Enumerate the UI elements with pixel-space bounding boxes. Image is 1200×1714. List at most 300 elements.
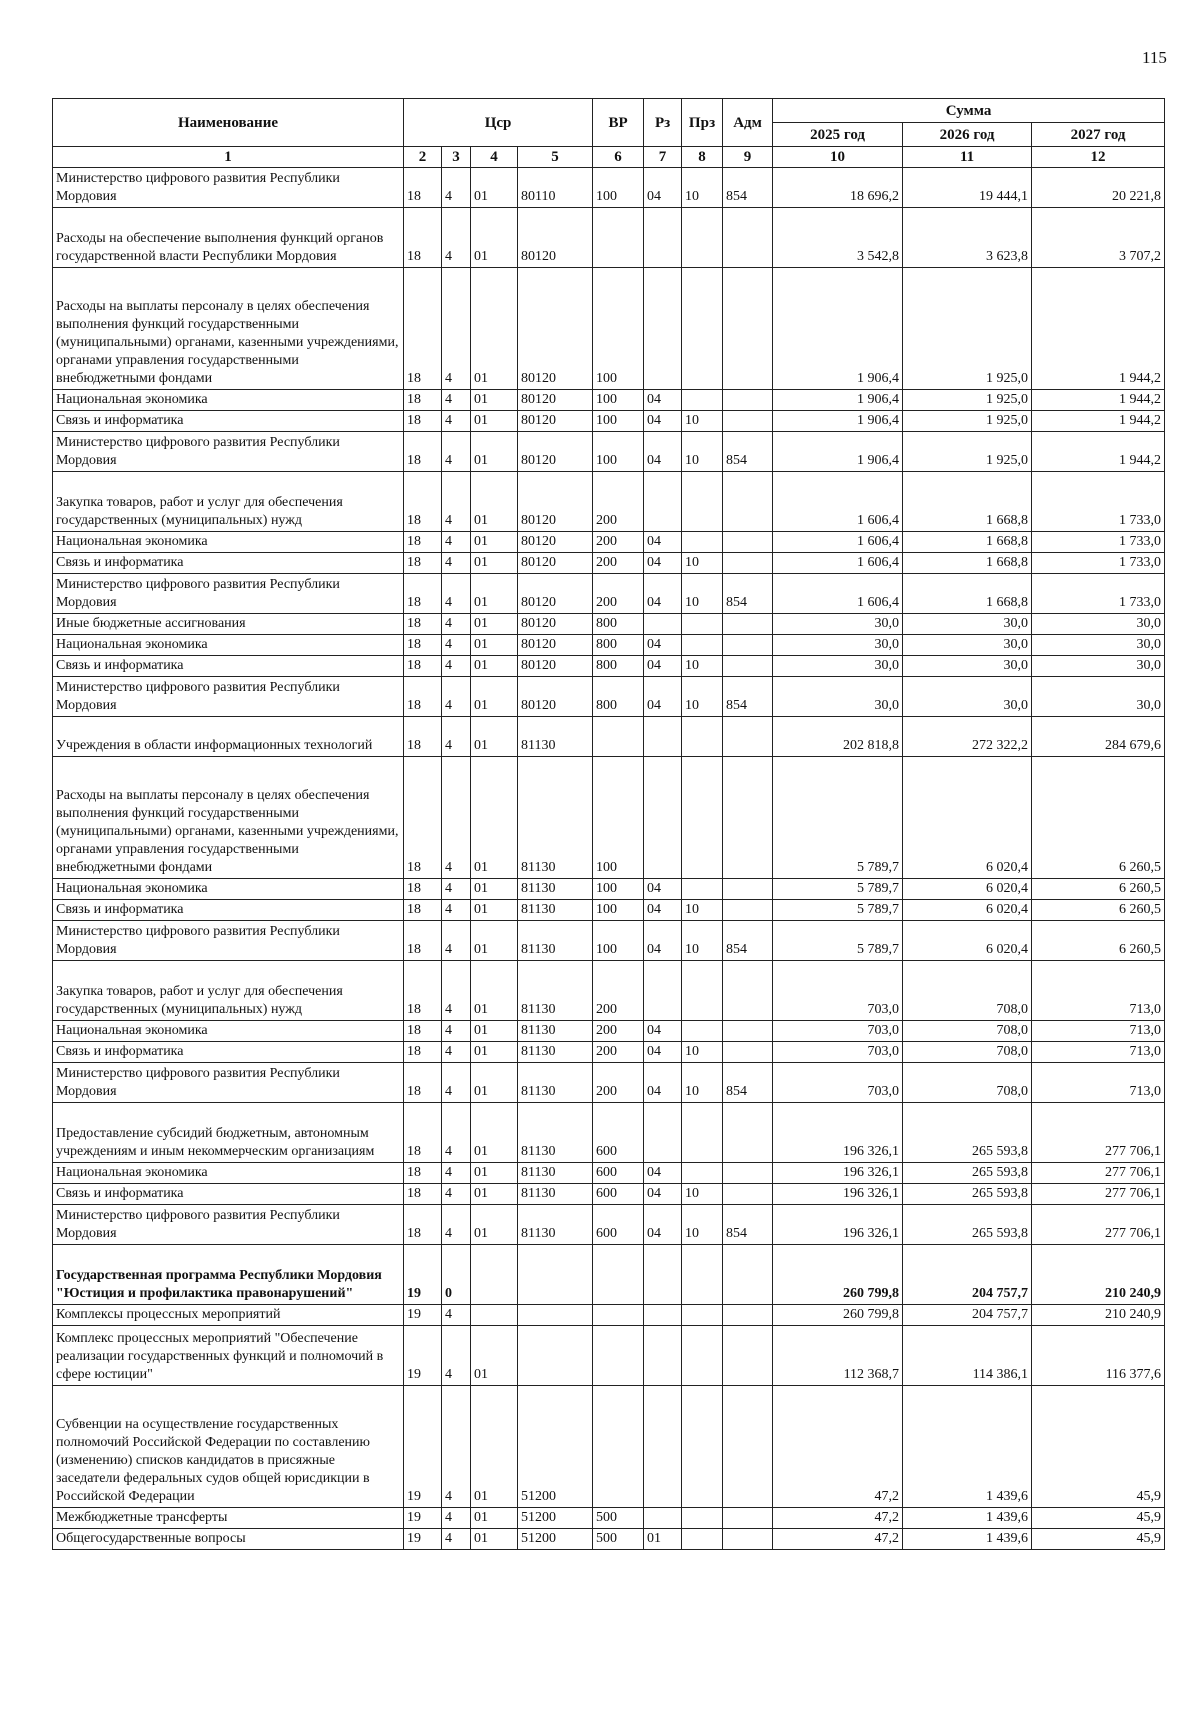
csr-part-2: 4 <box>442 900 471 921</box>
amount-2027: 1 944,2 <box>1032 411 1165 432</box>
header-sum: Сумма <box>773 99 1165 123</box>
vr-code <box>593 1245 644 1305</box>
csr-part-2: 4 <box>442 1205 471 1245</box>
vr-code <box>593 717 644 757</box>
amount-2027: 30,0 <box>1032 635 1165 656</box>
csr-part-2: 4 <box>442 1103 471 1163</box>
amount-2025: 1 606,4 <box>773 532 903 553</box>
col-number: 9 <box>723 147 773 168</box>
amount-2026: 1 668,8 <box>903 553 1032 574</box>
csr-part-3: 01 <box>471 553 518 574</box>
csr-part-2: 0 <box>442 1245 471 1305</box>
csr-part-1: 18 <box>404 961 442 1021</box>
adm-code <box>723 472 773 532</box>
amount-2025: 1 606,4 <box>773 553 903 574</box>
amount-2026: 1 439,6 <box>903 1529 1032 1550</box>
rz-code <box>644 757 682 879</box>
amount-2027: 6 260,5 <box>1032 879 1165 900</box>
prz-code <box>682 1529 723 1550</box>
adm-code <box>723 1386 773 1508</box>
rz-code <box>644 268 682 390</box>
column-numbers-row <box>53 147 1165 168</box>
amount-2025: 47,2 <box>773 1508 903 1529</box>
vr-code: 200 <box>593 553 644 574</box>
csr-part-2: 4 <box>442 1163 471 1184</box>
header-csr: Цср <box>404 99 593 147</box>
vr-code <box>593 1305 644 1326</box>
csr-part-3: 01 <box>471 168 518 208</box>
csr-part-4: 80120 <box>518 677 593 717</box>
vr-code: 200 <box>593 1042 644 1063</box>
prz-code: 10 <box>682 677 723 717</box>
table-row <box>53 168 1165 208</box>
table-row <box>53 900 1165 921</box>
csr-part-2: 4 <box>442 432 471 472</box>
csr-part-3: 01 <box>471 1326 518 1386</box>
table-row <box>53 1529 1165 1550</box>
row-name: Министерство цифрового развития Республики Мордовия <box>53 1063 404 1103</box>
row-name: Министерство цифрового развития Республики Мордовия <box>53 921 404 961</box>
rz-code: 04 <box>644 574 682 614</box>
csr-part-3: 01 <box>471 677 518 717</box>
csr-part-3: 01 <box>471 472 518 532</box>
csr-part-4: 80120 <box>518 656 593 677</box>
table-row <box>53 1184 1165 1205</box>
rz-code: 04 <box>644 635 682 656</box>
csr-part-1: 18 <box>404 900 442 921</box>
prz-code: 10 <box>682 1184 723 1205</box>
csr-part-4: 80120 <box>518 411 593 432</box>
table-row <box>53 879 1165 900</box>
amount-2025: 196 326,1 <box>773 1205 903 1245</box>
amount-2025: 202 818,8 <box>773 717 903 757</box>
csr-part-1: 18 <box>404 635 442 656</box>
amount-2026: 1 439,6 <box>903 1386 1032 1508</box>
row-name: Связь и информатика <box>53 553 404 574</box>
csr-part-3: 01 <box>471 390 518 411</box>
csr-part-1: 18 <box>404 574 442 614</box>
adm-code <box>723 900 773 921</box>
amount-2026: 265 593,8 <box>903 1103 1032 1163</box>
amount-2025: 3 542,8 <box>773 208 903 268</box>
col-number: 8 <box>682 147 723 168</box>
amount-2027: 1 944,2 <box>1032 432 1165 472</box>
csr-part-4: 51200 <box>518 1508 593 1529</box>
table-row <box>53 1326 1165 1386</box>
prz-code <box>682 635 723 656</box>
amount-2026: 1 668,8 <box>903 472 1032 532</box>
prz-code <box>682 390 723 411</box>
col-number: 4 <box>471 147 518 168</box>
csr-part-2: 4 <box>442 1021 471 1042</box>
vr-code: 200 <box>593 574 644 614</box>
csr-part-1: 18 <box>404 1103 442 1163</box>
row-name: Национальная экономика <box>53 390 404 411</box>
amount-2027: 3 707,2 <box>1032 208 1165 268</box>
row-name: Учреждения в области информационных технологий <box>53 717 404 757</box>
csr-part-1: 18 <box>404 656 442 677</box>
amount-2025: 703,0 <box>773 1063 903 1103</box>
csr-part-2: 4 <box>442 1305 471 1326</box>
table-row <box>53 614 1165 635</box>
rz-code <box>644 717 682 757</box>
row-name: Расходы на выплаты персоналу в целях обеспечения выполнения функций государственными (муниципальными) органами, казенными учреждениями, органами управления государственными внебюджетными фондами <box>53 268 404 390</box>
amount-2026: 6 020,4 <box>903 879 1032 900</box>
amount-2027: 713,0 <box>1032 961 1165 1021</box>
amount-2025: 5 789,7 <box>773 921 903 961</box>
amount-2027: 210 240,9 <box>1032 1245 1165 1305</box>
prz-code <box>682 268 723 390</box>
amount-2027: 45,9 <box>1032 1508 1165 1529</box>
prz-code: 10 <box>682 411 723 432</box>
table-row <box>53 656 1165 677</box>
amount-2026: 6 020,4 <box>903 757 1032 879</box>
adm-code <box>723 1184 773 1205</box>
rz-code <box>644 1508 682 1529</box>
csr-part-4: 81130 <box>518 879 593 900</box>
vr-code: 100 <box>593 432 644 472</box>
row-name: Связь и информатика <box>53 900 404 921</box>
csr-part-4: 80110 <box>518 168 593 208</box>
vr-code: 500 <box>593 1508 644 1529</box>
table-row <box>53 574 1165 614</box>
csr-part-3: 01 <box>471 411 518 432</box>
amount-2025: 1 606,4 <box>773 472 903 532</box>
prz-code: 10 <box>682 553 723 574</box>
csr-part-3: 01 <box>471 1042 518 1063</box>
rz-code: 04 <box>644 656 682 677</box>
adm-code <box>723 1021 773 1042</box>
table-row <box>53 208 1165 268</box>
amount-2025: 703,0 <box>773 1021 903 1042</box>
csr-part-4: 80120 <box>518 532 593 553</box>
amount-2026: 30,0 <box>903 656 1032 677</box>
rz-code: 04 <box>644 879 682 900</box>
csr-part-3: 01 <box>471 879 518 900</box>
amount-2027: 277 706,1 <box>1032 1163 1165 1184</box>
adm-code <box>723 717 773 757</box>
table-row <box>53 390 1165 411</box>
csr-part-2: 4 <box>442 268 471 390</box>
row-name: Комплексы процессных мероприятий <box>53 1305 404 1326</box>
rz-code <box>644 472 682 532</box>
amount-2027: 1 733,0 <box>1032 574 1165 614</box>
adm-code <box>723 1042 773 1063</box>
csr-part-1: 18 <box>404 879 442 900</box>
row-name: Закупка товаров, работ и услуг для обеспечения государственных (муниципальных) нужд <box>53 472 404 532</box>
budget-table <box>52 98 1165 1550</box>
csr-part-1: 19 <box>404 1386 442 1508</box>
adm-code: 854 <box>723 432 773 472</box>
csr-part-4: 51200 <box>518 1386 593 1508</box>
rz-code <box>644 1103 682 1163</box>
csr-part-4: 80120 <box>518 472 593 532</box>
rz-code: 04 <box>644 1063 682 1103</box>
csr-part-4: 81130 <box>518 1103 593 1163</box>
col-number: 5 <box>518 147 593 168</box>
rz-code: 04 <box>644 532 682 553</box>
table-row <box>53 921 1165 961</box>
table-body <box>53 168 1165 1550</box>
vr-code <box>593 208 644 268</box>
amount-2027: 45,9 <box>1032 1386 1165 1508</box>
prz-code: 10 <box>682 900 723 921</box>
vr-code: 600 <box>593 1184 644 1205</box>
amount-2027: 284 679,6 <box>1032 717 1165 757</box>
prz-code: 10 <box>682 1042 723 1063</box>
row-name: Национальная экономика <box>53 635 404 656</box>
csr-part-3 <box>471 1245 518 1305</box>
amount-2026: 30,0 <box>903 635 1032 656</box>
csr-part-4: 81130 <box>518 961 593 1021</box>
adm-code <box>723 532 773 553</box>
vr-code: 200 <box>593 472 644 532</box>
csr-part-1: 18 <box>404 208 442 268</box>
amount-2026: 265 593,8 <box>903 1184 1032 1205</box>
amount-2027: 1 733,0 <box>1032 472 1165 532</box>
csr-part-2: 4 <box>442 961 471 1021</box>
amount-2025: 1 906,4 <box>773 390 903 411</box>
amount-2025: 5 789,7 <box>773 757 903 879</box>
vr-code: 600 <box>593 1205 644 1245</box>
amount-2027: 713,0 <box>1032 1063 1165 1103</box>
csr-part-1: 18 <box>404 472 442 532</box>
row-name: Национальная экономика <box>53 1021 404 1042</box>
adm-code <box>723 390 773 411</box>
adm-code <box>723 1163 773 1184</box>
rz-code <box>644 614 682 635</box>
prz-code: 10 <box>682 432 723 472</box>
rz-code <box>644 1326 682 1386</box>
table-row <box>53 432 1165 472</box>
csr-part-2: 4 <box>442 574 471 614</box>
vr-code: 500 <box>593 1529 644 1550</box>
amount-2026: 708,0 <box>903 1042 1032 1063</box>
vr-code: 800 <box>593 614 644 635</box>
prz-code <box>682 1305 723 1326</box>
prz-code: 10 <box>682 1205 723 1245</box>
row-name: Субвенции на осуществление государственных полномочий Российской Федерации по составлению (изменению) списков кандидатов в присяжные заседатели федеральных судов общей юрисдикции в Российской Федерации <box>53 1386 404 1508</box>
rz-code: 04 <box>644 553 682 574</box>
csr-part-1: 18 <box>404 1042 442 1063</box>
table-row <box>53 1042 1165 1063</box>
col-number: 12 <box>1032 147 1165 168</box>
adm-code <box>723 1326 773 1386</box>
vr-code: 100 <box>593 921 644 961</box>
vr-code: 800 <box>593 677 644 717</box>
col-number: 3 <box>442 147 471 168</box>
amount-2027: 6 260,5 <box>1032 757 1165 879</box>
csr-part-2: 4 <box>442 1326 471 1386</box>
amount-2027: 277 706,1 <box>1032 1103 1165 1163</box>
amount-2025: 196 326,1 <box>773 1163 903 1184</box>
amount-2027: 30,0 <box>1032 614 1165 635</box>
csr-part-4: 81130 <box>518 757 593 879</box>
csr-part-1: 18 <box>404 614 442 635</box>
csr-part-3: 01 <box>471 717 518 757</box>
table-row <box>53 268 1165 390</box>
table-row <box>53 411 1165 432</box>
amount-2026: 3 623,8 <box>903 208 1032 268</box>
csr-part-1: 18 <box>404 677 442 717</box>
amount-2026: 1 439,6 <box>903 1508 1032 1529</box>
amount-2025: 112 368,7 <box>773 1326 903 1386</box>
csr-part-3: 01 <box>471 1529 518 1550</box>
prz-code <box>682 1508 723 1529</box>
vr-code: 800 <box>593 656 644 677</box>
csr-part-4: 81130 <box>518 1205 593 1245</box>
csr-part-4: 80120 <box>518 574 593 614</box>
prz-code: 10 <box>682 574 723 614</box>
row-name: Национальная экономика <box>53 1163 404 1184</box>
amount-2025: 5 789,7 <box>773 900 903 921</box>
csr-part-1: 18 <box>404 1021 442 1042</box>
table-row <box>53 1205 1165 1245</box>
adm-code <box>723 614 773 635</box>
amount-2027: 45,9 <box>1032 1529 1165 1550</box>
table-row <box>53 1386 1165 1508</box>
amount-2027: 1 944,2 <box>1032 390 1165 411</box>
amount-2027: 116 377,6 <box>1032 1326 1165 1386</box>
csr-part-1: 18 <box>404 1205 442 1245</box>
prz-code <box>682 1103 723 1163</box>
table-row <box>53 717 1165 757</box>
prz-code <box>682 1245 723 1305</box>
csr-part-3: 01 <box>471 532 518 553</box>
csr-part-4: 81130 <box>518 921 593 961</box>
adm-code <box>723 1245 773 1305</box>
csr-part-1: 18 <box>404 553 442 574</box>
csr-part-2: 4 <box>442 717 471 757</box>
amount-2025: 5 789,7 <box>773 879 903 900</box>
amount-2025: 1 906,4 <box>773 411 903 432</box>
csr-part-3: 01 <box>471 1184 518 1205</box>
vr-code: 200 <box>593 532 644 553</box>
csr-part-3: 01 <box>471 1386 518 1508</box>
csr-part-1: 19 <box>404 1508 442 1529</box>
col-number: 11 <box>903 147 1032 168</box>
amount-2026: 1 668,8 <box>903 574 1032 614</box>
col-number: 2 <box>404 147 442 168</box>
row-name: Национальная экономика <box>53 879 404 900</box>
csr-part-4: 80120 <box>518 635 593 656</box>
vr-code: 200 <box>593 961 644 1021</box>
amount-2027: 713,0 <box>1032 1042 1165 1063</box>
header-year-2025: 2025 год <box>773 123 903 147</box>
row-name: Расходы на обеспечение выполнения функций органов государственной власти Республики Мордовия <box>53 208 404 268</box>
amount-2025: 47,2 <box>773 1386 903 1508</box>
header-year-2026: 2026 год <box>903 123 1032 147</box>
rz-code: 04 <box>644 1205 682 1245</box>
prz-code <box>682 1326 723 1386</box>
rz-code: 04 <box>644 390 682 411</box>
csr-part-3: 01 <box>471 1063 518 1103</box>
csr-part-2: 4 <box>442 1042 471 1063</box>
vr-code: 100 <box>593 757 644 879</box>
amount-2025: 1 906,4 <box>773 268 903 390</box>
header-rz: Рз <box>644 99 682 147</box>
csr-part-1: 18 <box>404 432 442 472</box>
prz-code: 10 <box>682 168 723 208</box>
prz-code <box>682 961 723 1021</box>
rz-code: 04 <box>644 900 682 921</box>
amount-2026: 1 668,8 <box>903 532 1032 553</box>
amount-2026: 19 444,1 <box>903 168 1032 208</box>
csr-part-3: 01 <box>471 635 518 656</box>
adm-code <box>723 757 773 879</box>
prz-code: 10 <box>682 1063 723 1103</box>
csr-part-2: 4 <box>442 1184 471 1205</box>
csr-part-1: 18 <box>404 717 442 757</box>
adm-code <box>723 1305 773 1326</box>
csr-part-2: 4 <box>442 390 471 411</box>
vr-code: 600 <box>593 1103 644 1163</box>
vr-code: 600 <box>593 1163 644 1184</box>
csr-part-1: 18 <box>404 390 442 411</box>
row-name: Общегосударственные вопросы <box>53 1529 404 1550</box>
csr-part-4: 81130 <box>518 1042 593 1063</box>
csr-part-2: 4 <box>442 553 471 574</box>
amount-2025: 18 696,2 <box>773 168 903 208</box>
csr-part-3: 01 <box>471 268 518 390</box>
prz-code <box>682 717 723 757</box>
csr-part-3: 01 <box>471 900 518 921</box>
adm-code <box>723 879 773 900</box>
row-name: Связь и информатика <box>53 1042 404 1063</box>
csr-part-4: 80120 <box>518 614 593 635</box>
col-number: 6 <box>593 147 644 168</box>
adm-code <box>723 1508 773 1529</box>
header-name: Наименование <box>53 99 404 147</box>
csr-part-2: 4 <box>442 677 471 717</box>
rz-code <box>644 961 682 1021</box>
amount-2025: 196 326,1 <box>773 1184 903 1205</box>
prz-code <box>682 472 723 532</box>
vr-code: 100 <box>593 411 644 432</box>
amount-2027: 30,0 <box>1032 656 1165 677</box>
amount-2027: 30,0 <box>1032 677 1165 717</box>
csr-part-2: 4 <box>442 532 471 553</box>
row-name: Закупка товаров, работ и услуг для обеспечения государственных (муниципальных) нужд <box>53 961 404 1021</box>
amount-2027: 1 733,0 <box>1032 532 1165 553</box>
row-name: Министерство цифрового развития Республики Мордовия <box>53 677 404 717</box>
amount-2026: 272 322,2 <box>903 717 1032 757</box>
adm-code: 854 <box>723 677 773 717</box>
csr-part-4: 80120 <box>518 268 593 390</box>
csr-part-4: 81130 <box>518 1184 593 1205</box>
rz-code: 04 <box>644 677 682 717</box>
csr-part-2: 4 <box>442 656 471 677</box>
table-row <box>53 677 1165 717</box>
vr-code: 200 <box>593 1063 644 1103</box>
adm-code <box>723 961 773 1021</box>
prz-code <box>682 1021 723 1042</box>
amount-2027: 1 944,2 <box>1032 268 1165 390</box>
amount-2025: 703,0 <box>773 1042 903 1063</box>
amount-2026: 6 020,4 <box>903 921 1032 961</box>
csr-part-3: 01 <box>471 1205 518 1245</box>
csr-part-1: 19 <box>404 1326 442 1386</box>
table-row <box>53 635 1165 656</box>
amount-2026: 30,0 <box>903 677 1032 717</box>
prz-code <box>682 532 723 553</box>
csr-part-1: 18 <box>404 1063 442 1103</box>
adm-code <box>723 635 773 656</box>
csr-part-3 <box>471 1305 518 1326</box>
csr-part-4: 81130 <box>518 1063 593 1103</box>
csr-part-3: 01 <box>471 574 518 614</box>
amount-2026: 1 925,0 <box>903 411 1032 432</box>
